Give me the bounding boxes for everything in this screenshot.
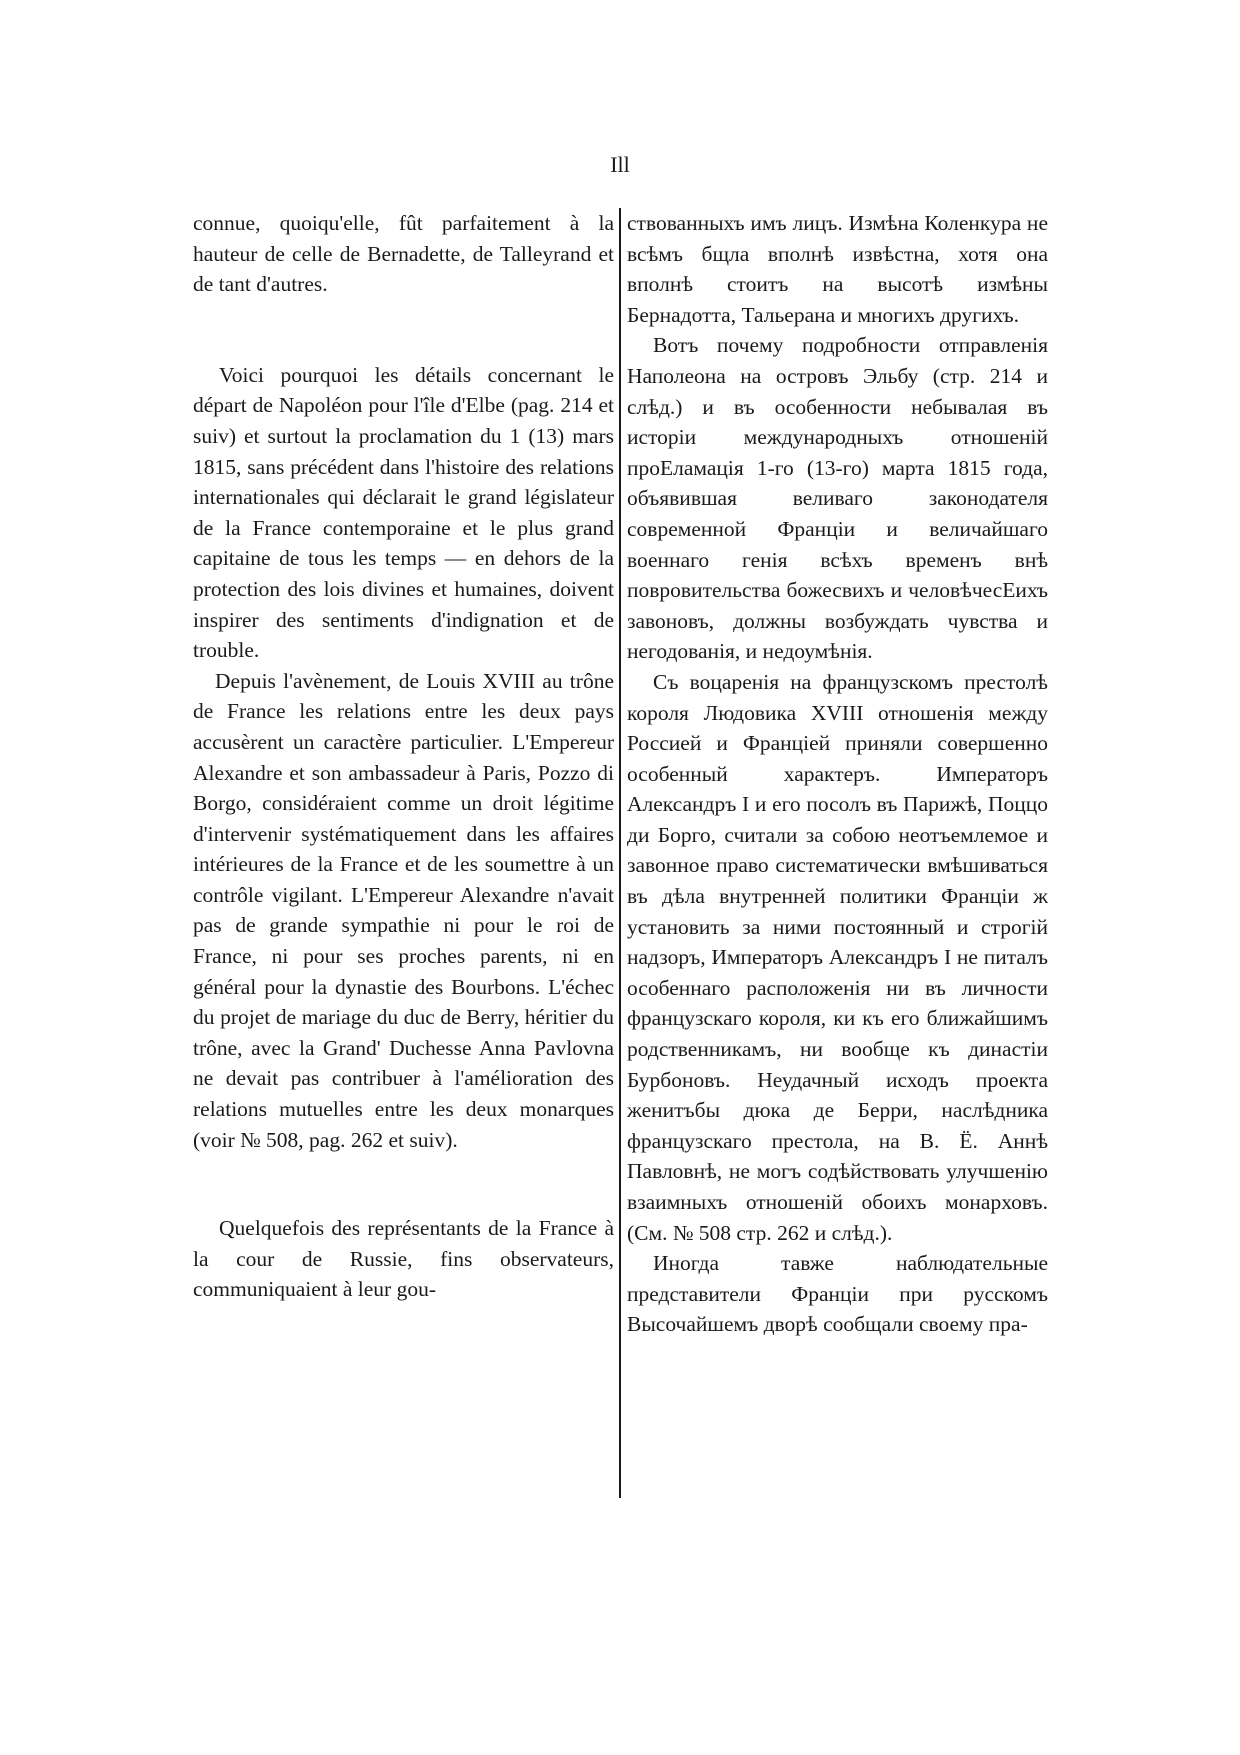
french-paragraph-4: Quelquefois des représentants de la France à la cour de Russie, fins observateurs, communiquaient à leur gou- — [193, 1216, 614, 1302]
russian-paragraph-1: ствованныхъ имъ лицъ. Измѣна Коленкура не всѣмъ бщла вполнѣ извѣстна, хотя она вполнѣ стоитъ на высотѣ измѣны Бернадотта, Тальерана и многихъ другихъ. — [627, 211, 1048, 327]
page-number: Ill — [610, 152, 630, 177]
french-paragraph-3: Depuis l'avènement, de Louis XVIII au trône de France les relations entre les deux pays accusèrent un caractère particulier. L'Empereur Alexandre et son ambassadeur à Paris, Pozzo di Borgo, considéraient comme un droit légitime d'intervenir systématiquement dans les affaires intérieures de la France et de les soumettre à un contrôle vigilant. L'Empereur Alexandre n'avait pas de grande sympathie ni pour le roi de France, ni pour ses proches parents, ni en général pour la dynastie des Bourbons. L'échec du projet de mariage du duc de Berry, héritier du trône, avec la Grand' Duchesse Anna Pavlovna ne devait pas contribuer à l'amélioration des relations mutuelles entre les deux monarques (voir № 508, pag. 262 et suiv). — [193, 668, 614, 1152]
russian-paragraph-3: Съ воцаренія на французскомъ престолѣ короля Людовика XVIII отношенія между Россией и Франціей приняли совершенно особенный характеръ. Императоръ Александръ I и его посолъ въ Парижѣ, Поццо ди Борго, считали за собою неотъемлемое и завонное право систематически вмѣшиваться въ дѣла внутренней политики Франціи ж установить за ними постоянный и строгій надзоръ, Императоръ Александръ I не питалъ особеннаго расположенія ни въ личности французскаго короля, ки къ его ближайшимъ родственникамъ, ни вообще къ династіи Бурбоновъ. Неудачный исходъ проекта женитъбы дюка де Берри, наслѣдника французскаго престола, на В. Ё. Аннѣ Павловнѣ, не могъ содѣйствовать улучшенію взаимныхъ отношеній обоихъ монарховъ. (См. № 508 стр. 262 и слѣд.). — [627, 669, 1048, 1245]
russian-paragraph-4: Иногда тавже наблюдательные представители Франціи при русскомъ Высочайшемъ дворѣ сообщали своему пра- — [627, 1251, 1048, 1337]
french-paragraph-2: Voici pourquoi les détails concernant le départ de Napoléon pour l'île d'Elbe (pag. 214 et suiv) et surtout la proclamation du 1 (13) mars 1815, sans précédent dans l'histoire des relations internationales qui déclarait le grand législateur de la France contemporaine et le plus grand capitaine de tous les temps — en dehors de la protection des lois divines et humaines, doivent inspirer des sentiments d'indignation et de trouble. — [193, 362, 614, 663]
russian-paragraph-2: Вотъ почему подробности отправленія Наполеона на островъ Эльбу (стр. 214 и слѣд.) и въ особенности небывалая въ исторіи международныхъ отношеній проЕламація 1-го (13-го) марта 1815 года, объявившая веливаго законодателя современной Франціи и величайшаго военнаго генія всѣхъ временъ внѣ повровительства божесвихъ и человѣчесЕихъ завоновъ, должны возбуждать чувства и негодованія, и недоумѣнія. — [627, 333, 1048, 664]
column-divider — [619, 208, 621, 1498]
russian-column — [627, 208, 1048, 1340]
french-paragraph-1: connue, quoiqu'elle, fût parfaitement à la hauteur de celle de Bernadette, de Talleyrand et de tant d'autres. — [193, 211, 614, 297]
french-column — [193, 208, 614, 1305]
